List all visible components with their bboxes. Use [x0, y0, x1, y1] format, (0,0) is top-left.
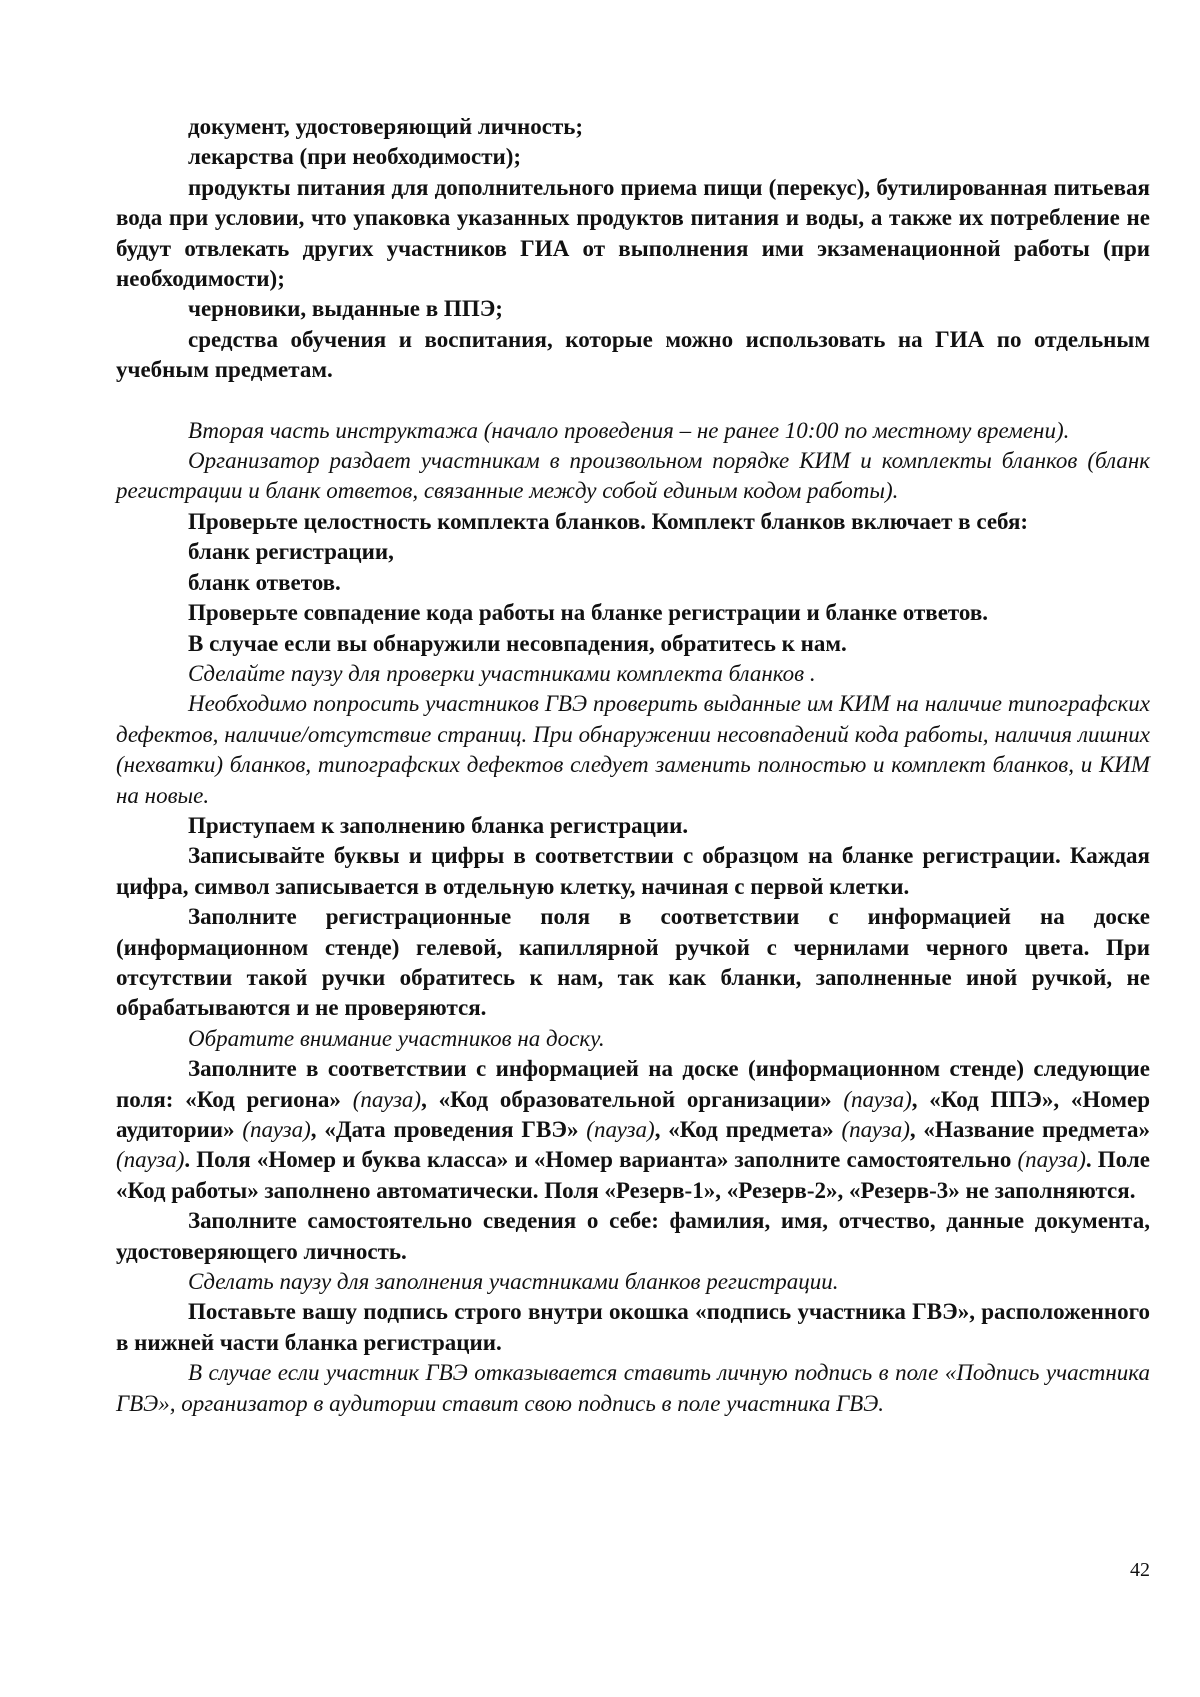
pause-mark: (пауза)	[841, 1117, 910, 1142]
fields-text-8: . Поле «Код работы» заполнено автоматически. Поля «Резерв-1», «Резерв-2», «Резерв-3» не заполняются.	[116, 1147, 1150, 1203]
mismatch-paragraph: В случае если вы обнаружили несовпадения, обратитесь к нам.	[188, 630, 847, 656]
pause-mark: (пауза)	[1017, 1147, 1086, 1173]
list-item-learning-aids: средства обучения и воспитания, которые можно использовать на ГИА по отдельным учебным предметам.	[116, 326, 1150, 383]
set-item-registration-form: бланк регистрации,	[188, 539, 394, 565]
fields-text-7: . Поля «Номер и буква класса» и «Номер варианта» заполните самостоятельно	[184, 1147, 1012, 1173]
paragraph-gap	[116, 386, 1150, 416]
fields-text-6: , «Название предмета»	[909, 1117, 1151, 1142]
fields-text-5: , «Код предмета»	[654, 1117, 834, 1142]
fields-text-2: , «Код образовательной организации»	[421, 1086, 832, 1112]
attention-board-note: Обратите внимание участников на доску.	[188, 1025, 605, 1051]
pause-mark: (пауза)	[843, 1086, 912, 1112]
pause-mark: (пауза)	[116, 1147, 185, 1173]
start-fill-paragraph: Приступаем к заполнению бланка регистрации.	[188, 812, 689, 838]
pause-mark: (пауза)	[352, 1086, 422, 1112]
list-item-medicine: лекарства (при необходимости);	[188, 144, 522, 170]
pause-mark: (пауза)	[242, 1117, 311, 1142]
fields-text-4: , «Дата проведения ГВЭ»	[310, 1117, 579, 1142]
list-item-drafts: черновики, выданные в ППЭ;	[188, 296, 503, 322]
second-part-note: Вторая часть инструктажа (начало проведения – не ранее 10:00 по местному времени).	[188, 417, 1070, 443]
organizer-note: Организатор раздает участникам в произвольном порядке КИМ и комплекты бланков (бланк регистрации и бланк ответов, связанные между собой единым кодом работы).	[116, 448, 1150, 504]
set-item-answer-form: бланк ответов.	[188, 569, 341, 595]
check-set-paragraph: Проверьте целостность комплекта бланков. Комплект бланков включает в себя:	[188, 508, 1029, 534]
page-number: 42	[1130, 1559, 1150, 1581]
check-code-paragraph: Проверьте совпадение кода работы на бланке регистрации и бланке ответов.	[188, 600, 988, 626]
refusal-note: В случае если участник ГВЭ отказывается ставить личную подпись в поле «Подпись участника ГВЭ», организатор в аудитории ставит свою подпись в поле участника ГВЭ.	[116, 1360, 1150, 1416]
fields-paragraph	[116, 1054, 1150, 1206]
pause-fill-note: Сделать паузу для заполнения участниками бланков регистрации.	[188, 1269, 839, 1295]
list-item-food: продукты питания для дополнительного приема пищи (перекус), бутилированная питьевая вода при условии, что упаковка указанных продуктов питания и воды, а также их потребление не будут отвлекать других участников ГИА от выполнения ими экзаменационной работы (при необходимости);	[116, 174, 1150, 292]
fill-fields-paragraph: Заполните регистрационные поля в соответствии с информацией на доске (информационном стенде) гелевой, капиллярной ручкой с чернилами черного цвета. При отсутствии такой ручки обратитесь к нам, так как бланки, заполненные иной ручкой, не обрабатываются и не проверяются.	[116, 904, 1150, 1021]
document-body	[116, 112, 1150, 1419]
self-info-paragraph: Заполните самостоятельно сведения о себе: фамилия, имя, отчество, данные документа, удостоверяющего личность.	[116, 1208, 1150, 1264]
fields-text-1: Заполните в соответствии с информацией на доске (информационном стенде) следующие поля: «Код региона»	[116, 1056, 1150, 1112]
defects-note: Необходимо попросить участников ГВЭ проверить выданные им КИМ на наличие типографских дефектов, наличие/отсутствие страниц. При обнаружении несовпадений кода работы, наличия лишних (нехватки) бланков, типографских дефектов следует заменить полностью и комплект бланков, и КИМ на новые.	[116, 691, 1150, 808]
signature-paragraph: Поставьте вашу подпись строго внутри окошка «подпись участника ГВЭ», расположенного в нижней части бланка регистрации.	[116, 1299, 1150, 1355]
pause-check-note: Сделайте паузу для проверки участниками комплекта бланков .	[188, 660, 816, 686]
list-item-id-document: документ, удостоверяющий личность;	[188, 114, 584, 139]
pause-mark: (пауза)	[586, 1117, 655, 1142]
write-letters-paragraph: Записывайте буквы и цифры в соответствии с образцом на бланке регистрации. Каждая цифра, символ записывается в отдельную клетку, начиная с первой клетки.	[116, 843, 1150, 899]
fields-text-3: , «Код ППЭ», «Номер аудитории»	[116, 1086, 1151, 1142]
